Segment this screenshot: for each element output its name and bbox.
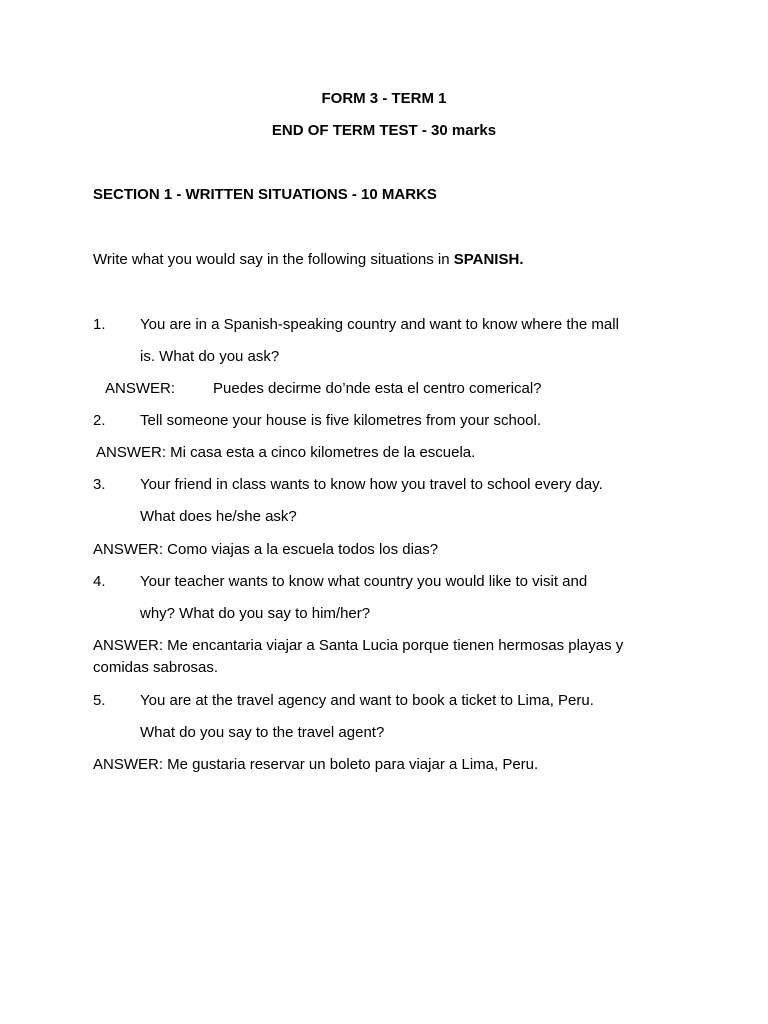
section-title: SECTION 1 - WRITTEN SITUATIONS - 10 MARKS [93,186,437,203]
instructions [93,251,523,269]
form-term-heading: FORM 3 - TERM 1 [321,90,447,107]
question-number: 1. [93,316,106,333]
answer-text: ANSWER: Me encantaria viajar a Santa Lucia porque tienen hermosas playas y [93,637,624,654]
question-text: What do you say to the travel agent? [140,724,385,741]
question-text: why? What do you say to him/her? [140,605,371,622]
answer-text: comidas sabrosas. [93,659,219,676]
question-text: Your teacher wants to know what country you would like to visit and [140,573,588,590]
answer-text: ANSWER: Mi casa esta a cinco kilometres de la escuela. [96,444,476,461]
question-text: Your friend in class wants to know how you travel to school every day. [140,476,603,493]
question-number: 2. [93,412,106,429]
answer-text: ANSWER: Me gustaria reservar un boleto para viajar a Lima, Peru. [93,756,539,773]
question-number: 3. [93,476,106,493]
question-text: What does he/she ask? [140,508,297,525]
question-text: is. What do you ask? [140,348,280,365]
instructions-text: Write what you would say in the following situations in [93,251,454,268]
answer-text: Puedes decirme do’nde esta el centro comerical? [213,380,542,397]
question-text: You are at the travel agency and want to book a ticket to Lima, Peru. [140,692,594,709]
test-heading: END OF TERM TEST - 30 marks [271,122,497,139]
question-number: 4. [93,573,106,590]
question-number: 5. [93,692,106,709]
question-text: You are in a Spanish-speaking country and want to know where the mall [140,316,619,333]
question-text: Tell someone your house is five kilometres from your school. [140,412,542,429]
instructions-emphasis: SPANISH. [453,251,524,268]
answer-text: ANSWER: Como viajas a la escuela todos los dias? [93,541,439,558]
answer-label: ANSWER: [105,380,176,397]
